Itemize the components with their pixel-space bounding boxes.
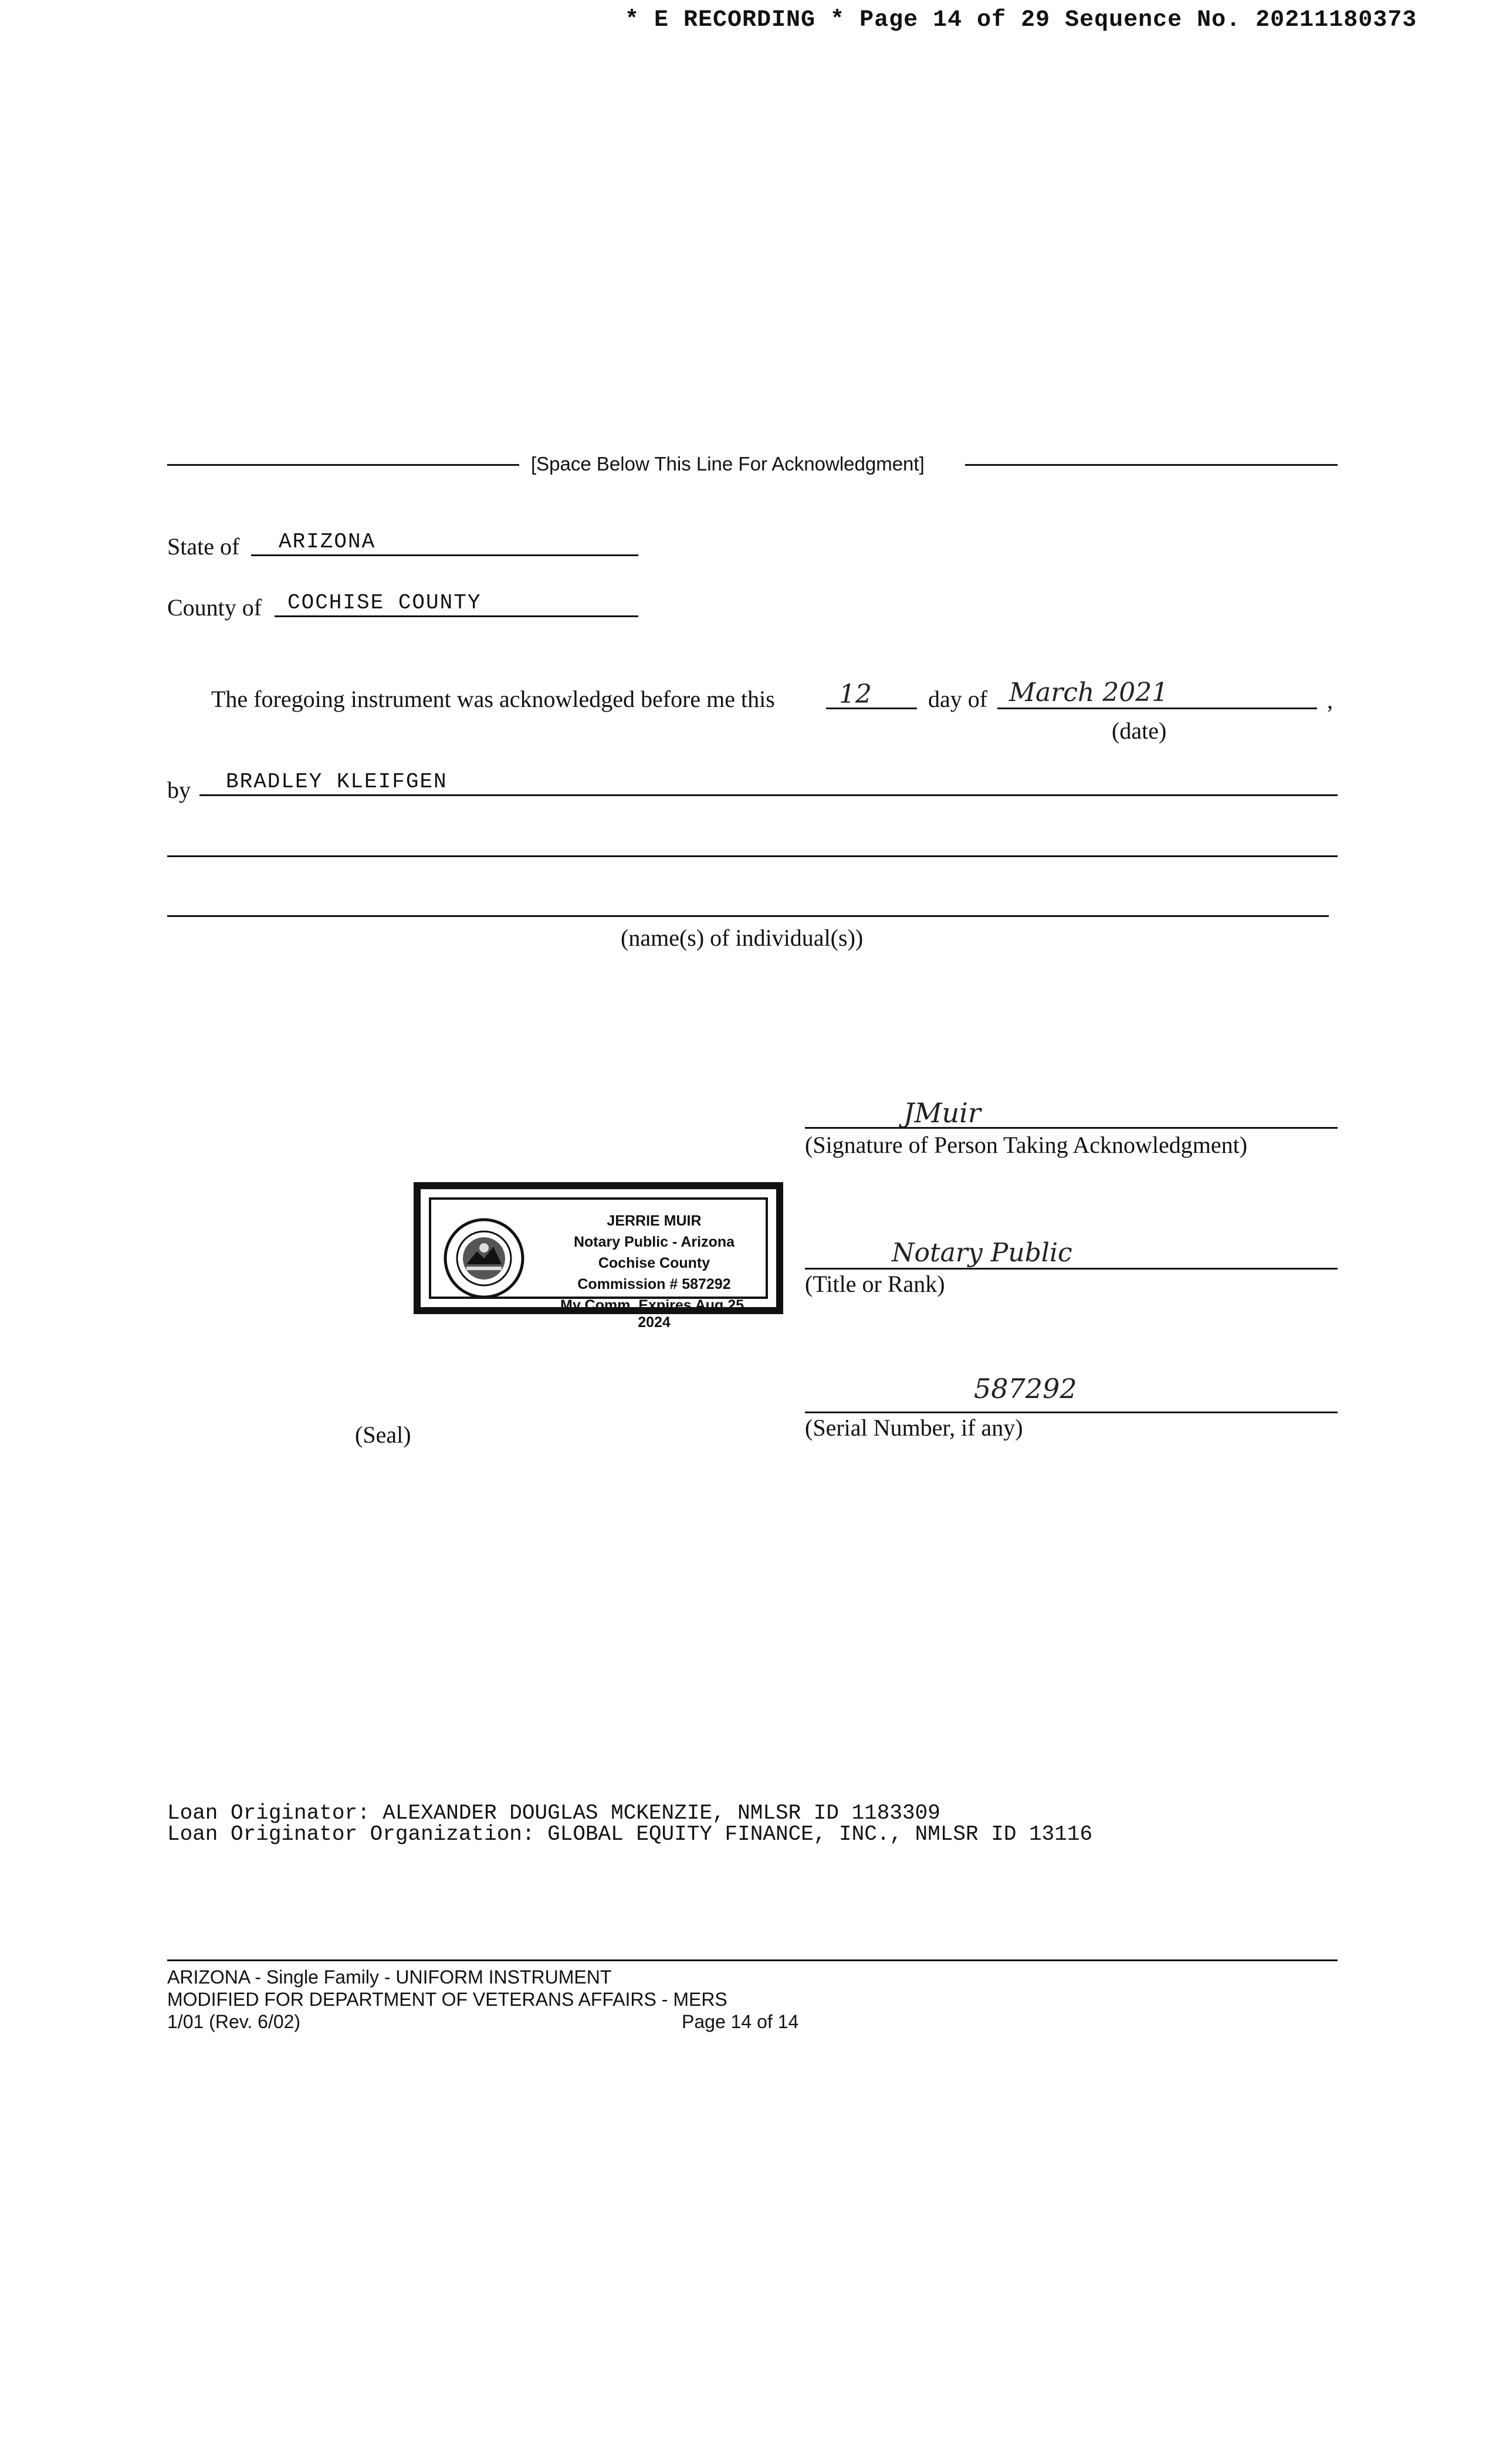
seal-county: Cochise County xyxy=(598,1255,710,1271)
foregoing-text: The foregoing instrument was acknowledged before me this xyxy=(211,686,775,712)
seal-notary-title: Notary Public - Arizona xyxy=(573,1234,735,1250)
date-value: March 2021 xyxy=(1009,678,1169,708)
by-line-1 xyxy=(199,794,1338,796)
seal-expires: My Comm. Expires Aug 25, 2024 xyxy=(560,1297,748,1331)
signature-value: JMuir xyxy=(903,1097,981,1129)
seal-commission: Commission # 587292 xyxy=(577,1276,731,1292)
county-line xyxy=(275,615,638,617)
serial-value: 587292 xyxy=(974,1373,1077,1404)
title-value: Notary Public xyxy=(892,1238,1072,1268)
notary-seal-inner-border xyxy=(429,1197,768,1331)
names-caption: (name(s) of individual(s)) xyxy=(621,925,864,951)
by-line-3 xyxy=(167,915,1329,917)
footer-line-1: ARIZONA - Single Family - UNIFORM INSTRUMENT xyxy=(167,1967,612,1988)
seal-caption: (Seal) xyxy=(355,1421,411,1448)
title-caption: (Title or Rank) xyxy=(805,1271,945,1297)
recording-stamp: * E RECORDING * Page 14 of 29 Sequence No. 20211180373 xyxy=(625,7,1417,33)
serial-line xyxy=(805,1412,1338,1413)
state-value: ARIZONA xyxy=(279,530,376,554)
day-line xyxy=(826,708,917,709)
loan-originator: Loan Originator: ALEXANDER DOUGLAS MCKENZIE, NMLSR ID 1183309 xyxy=(167,1801,940,1825)
day-of-label: day of xyxy=(928,686,988,712)
county-label: County of xyxy=(167,594,262,621)
footer-line-3: 1/01 (Rev. 6/02) xyxy=(167,2011,301,2032)
seal-notary-name: JERRIE MUIR xyxy=(607,1213,702,1229)
footer-rule xyxy=(167,1959,1338,1961)
title-line xyxy=(805,1268,1338,1270)
notary-seal-stamp xyxy=(414,1182,783,1331)
footer-page-number: Page 14 of 14 xyxy=(682,2011,799,2032)
state-label: State of xyxy=(167,533,240,560)
state-line xyxy=(251,554,638,556)
divider-left xyxy=(167,464,519,466)
acknowledgment-divider-label: [Space Below This Line For Acknowledgment] xyxy=(531,453,925,475)
signature-line xyxy=(805,1127,1338,1129)
divider-right xyxy=(965,464,1338,466)
by-label: by xyxy=(167,777,191,803)
date-comma: , xyxy=(1327,687,1333,713)
serial-caption: (Serial Number, if any) xyxy=(805,1414,1023,1441)
county-value: COCHISE COUNTY xyxy=(287,591,482,615)
loan-originator-organization: Loan Originator Organization: GLOBAL EQUITY FINANCE, INC., NMLSR ID 13116 xyxy=(167,1822,1093,1846)
signature-caption: (Signature of Person Taking Acknowledgment) xyxy=(805,1132,1248,1158)
date-line xyxy=(997,708,1317,709)
date-caption: (date) xyxy=(1112,717,1167,744)
by-value: BRADLEY KLEIFGEN xyxy=(226,770,448,794)
footer-line-2: MODIFIED FOR DEPARTMENT OF VETERANS AFFAIRS - MERS xyxy=(167,1989,727,2010)
arizona-state-seal-icon xyxy=(443,1217,525,1299)
day-value: 12 xyxy=(839,679,872,709)
by-line-2 xyxy=(167,855,1338,857)
